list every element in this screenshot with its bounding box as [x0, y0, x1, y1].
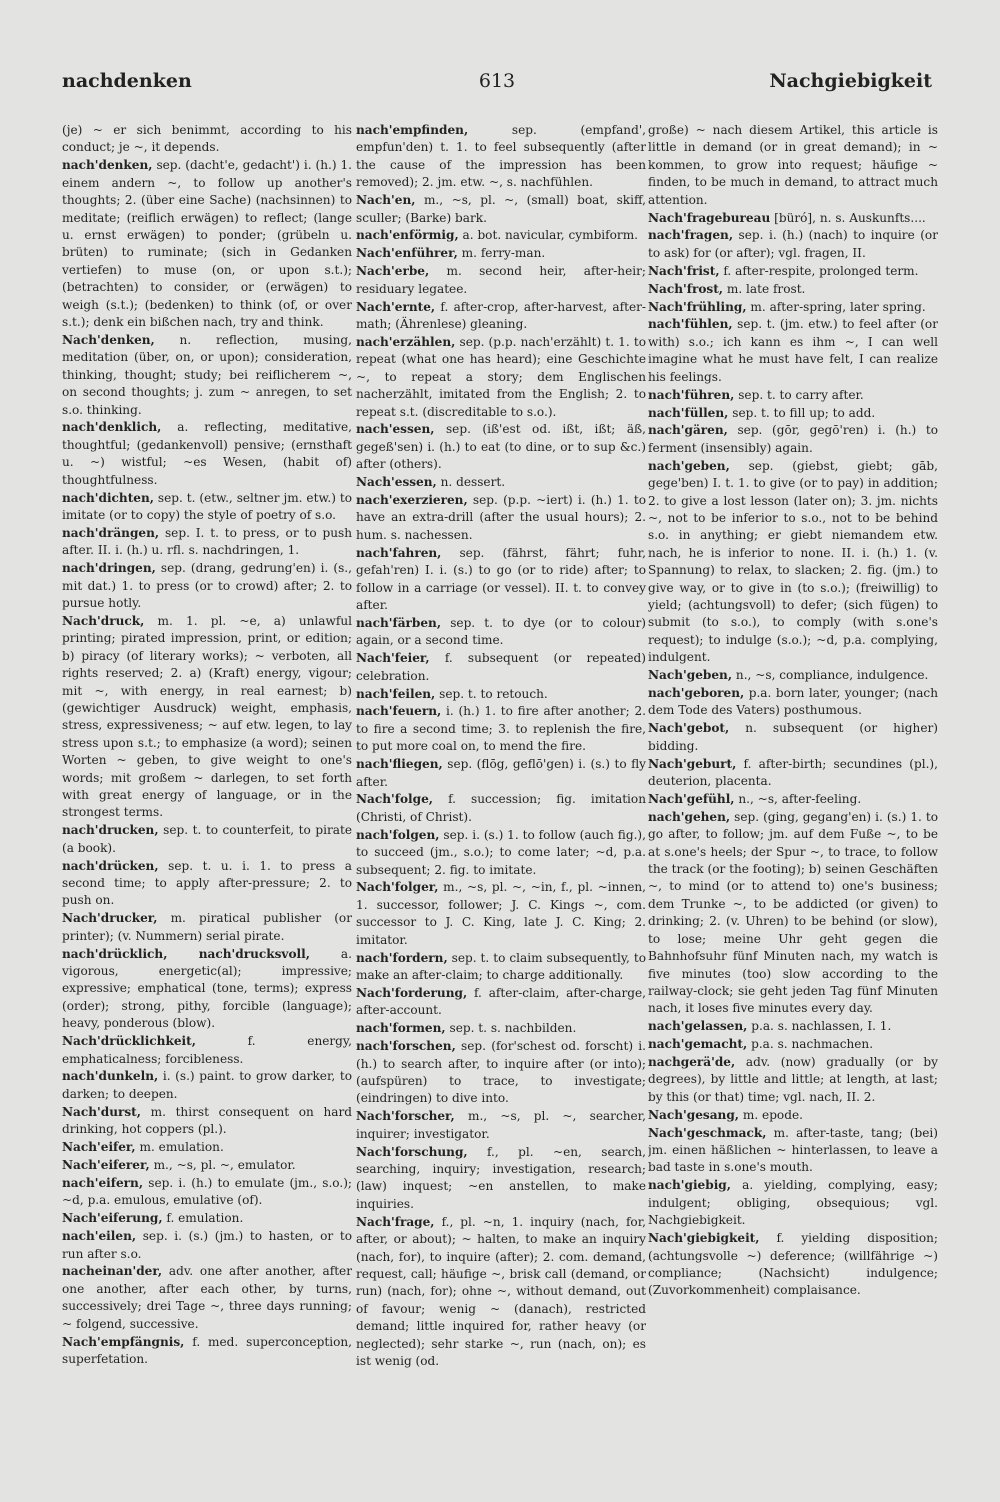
dictionary-entry: [356, 756, 646, 791]
entry-definition: sep. (giebst, giebt; gāb, gege'ben) I. t. 1. to give (or to pay) in addition; 2. to give a lost lesson (later on); 3. jm. nichts ~, not to be inferior to s.o., not to be behind s.o. in anything; er giebt niemandem etw. nach, he is inferior to none. II. i. (h.) 1. (v. Spannung) to relax, to slacken; 2. fig. (jm.) to give way, or to give in (to s.o.); (freiwillig) to yield; (achtungsvoll) to defer; (sich fügen) to submit (to s.o.), to comply (with s.one's request); to indulge (s.o.); ~d, p.a. complying, indulgent.: [648, 458, 938, 665]
dictionary-entry: [648, 1054, 938, 1106]
entry-definition: sep. (drang, gedrung'en) i. (s., mit dat.) 1. to press (or to crowd) after; 2. to pursue hotly.: [62, 561, 352, 610]
dictionary-entry: [62, 1104, 352, 1139]
entry-definition: f. energy, emphaticalness; forcibleness.: [62, 1034, 352, 1066]
dictionary-entry: [356, 545, 646, 615]
entry-definition: sep. (ging, gegang'en) i. (s.) 1. to go after, to follow; jm. auf dem Fuße ~, to be at s.one's heels; der Spur ~, to trace, to follow the track (or the footing); b) seinen Geschäften ~, to mind (or to attend to) one's business; dem Trunke ~, to be addicted (or given) to drinking; 2. (v. Uhren) to be behind (or slow), to lose; meine Uhr geht gegen die Bahnhofsuhr fünf Minuten nach, my watch is five minutes (too) slow according to the railway-clock; sie geht jeden Tag fünf Minuten nach, it loses five minutes every day.: [648, 809, 938, 1016]
entry-definition: f. after-crop, after-harvest, after-math; (Ährenlese) gleaning.: [356, 299, 646, 331]
entry-headword: Nach'feier,: [356, 651, 430, 666]
entry-definition: m., ~s, pl. ~, ~in, f., pl. ~innen, 1. successor, follower; J. C. Kings ~, com. successor to J. C. King, late J. C. King; 2. imitator.: [356, 880, 646, 947]
dictionary-entry: [62, 1228, 352, 1263]
dictionary-entry: [648, 210, 938, 227]
entry-definition: m., ~s, pl. ~, (small) boat, skiff, sculler; (Barke) bark.: [356, 193, 646, 225]
dictionary-entry: [356, 827, 646, 879]
dictionary-entry: [62, 1157, 352, 1174]
entry-definition: m., ~s, pl. ~, searcher, inquirer; investigator.: [356, 1109, 646, 1141]
dictionary-entry: [648, 791, 938, 808]
dictionary-entry: [62, 490, 352, 525]
entry-definition: n. dessert.: [440, 475, 506, 490]
entry-headword: nach'füllen,: [648, 405, 729, 420]
dictionary-entry: [356, 1020, 646, 1037]
entry-definition: m. 1. pl. ~e, a) unlawful printing; pirated impression, print, or edition; b) piracy (of literary works); ~ verboten, all rights reserved; 2. a) (Kraft) energy, vigour; mit ~, with energy, in real earnest; b) (gewichtiger Ausdruck) weight, emphasis, stress, expressiveness; ~ auf etw. legen, to lay stress upon s.t.; to emphasize (a word); seinen Worten ~ geben, to give weight to one's words; mit großem ~ darlegen, to set forth with great energy of language, or in the strongest terms.: [62, 613, 352, 820]
dictionary-entry: [356, 703, 646, 755]
entry-definition: p.a. born later, younger; (nach dem Tode des Vaters) posthumous.: [648, 686, 938, 718]
entry-headword: Nach'frühling,: [648, 299, 747, 314]
dictionary-entry: [62, 1175, 352, 1210]
entry-headword: nach'enförmig,: [356, 228, 459, 243]
column-left: [62, 122, 352, 1442]
column-right: [648, 122, 938, 1442]
entry-definition: m. after-spring, later spring.: [750, 299, 926, 314]
dictionary-entry: [356, 879, 646, 949]
entry-definition: sep. t. (jm. etw.) to feel after (or with) s.o.; ich kann es ihm ~, I can well imagine what he must have felt, I can realize his feelings.: [648, 317, 938, 384]
entry-definition: sep. i. (s.) 1. to follow (auch fig.), to succeed (jm., s.o.); to come later; ~d, p.a. subsequent; 2. fig. to imitate.: [356, 827, 646, 877]
entry-definition: a. bot. navicular, cymbiform.: [462, 228, 639, 243]
entry-definition: f., pl. ~en, search, searching, inquiry; investigation, research; (law) inquest; ~en anstellen, to make inquiries.: [356, 1144, 646, 1211]
entry-headword: nach'dringen,: [62, 561, 156, 576]
dictionary-entry: [62, 157, 352, 331]
entry-headword: Nach'drücklichkeit,: [62, 1034, 196, 1049]
entry-definition: sep. I. t. to press, or to push after. II. i. (h.) u. rfl. s. nachdringen, 1.: [62, 525, 352, 558]
entry-headword: nach'feilen,: [356, 686, 436, 701]
dictionary-entry: [62, 332, 352, 419]
entry-headword: nach'essen,: [356, 422, 435, 437]
dictionary-entry: [356, 1214, 646, 1371]
entry-definition: adv. (now) gradually (or by degrees), by little and little; at length, at last; by this (or that) time; vgl. nach, II. 2.: [648, 1055, 938, 1104]
entry-definition: a. vigorous, energetic(al); impressive; expressive; emphatical (tone, terms); express (order); strong, pithy, forcible (language); heavy, ponderous (blow).: [62, 946, 352, 1031]
entry-definition: m. thirst consequent on hard drinking, hot coppers (pl.).: [62, 1104, 352, 1137]
dictionary-entry: [356, 686, 646, 703]
entry-headword: Nach'forderung,: [356, 985, 468, 1000]
entry-definition: sep. (iß'est od. ißt, ißt; äß, gegeß'sen) i. (h.) to eat (to dine, or to sup &c.) after (others).: [356, 422, 646, 472]
dictionary-entry: [648, 1230, 938, 1300]
entry-headword: Nach'geben,: [648, 668, 733, 683]
entry-headword: nach'drängen,: [62, 525, 160, 540]
entry-headword: nach'drücken,: [62, 858, 159, 873]
entry-headword: nach'gehen,: [648, 809, 731, 824]
entry-definition: m. second heir, after-heir; residuary legatee.: [356, 264, 646, 296]
entry-definition: f. yielding disposition; (achtungsvolle ~) deference; (willfährige ~) compliance; (Nachsicht) indulgence; (Zuvorkommenheit) complaisance.: [648, 1231, 938, 1298]
entry-definition: n. reflection, musing, meditation (über, on, or upon); consideration, thinking, thought; study; bei reiflicherem ~, on second thoughts; j. zum ~ anregen, to set s.o. thinking.: [62, 332, 352, 417]
entry-headword: Nach'durst,: [62, 1104, 141, 1119]
entry-definition: m., ~s, pl. ~, emulator.: [153, 1157, 296, 1172]
entry-headword: Nach'frost,: [648, 281, 723, 296]
entry-definition: f. after-birth; secundines (pl.), deuterion, placenta.: [648, 756, 938, 789]
dictionary-entry: [648, 281, 938, 298]
dictionary-entry: [356, 950, 646, 985]
dictionary-entry: [648, 387, 938, 404]
entry-headword: Nach'denken,: [62, 332, 155, 347]
entry-headword: nach'gemacht,: [648, 1037, 748, 1052]
dictionary-entry: [356, 615, 646, 650]
dictionary-entry: [648, 227, 938, 262]
dictionary-entry: [62, 1334, 352, 1369]
entry-headword: Nach'geschmack,: [648, 1125, 767, 1140]
dictionary-entry: [62, 1263, 352, 1333]
entry-definition: a. yielding, complying, easy; indulgent; obliging, obsequious; vgl. Nachgiebigkeit.: [648, 1178, 938, 1228]
dictionary-entry: [356, 227, 646, 244]
dictionary-entry: [356, 421, 646, 473]
column-middle: [356, 122, 646, 1442]
entry-definition: sep. t. to claim subsequently, to make an after-claim; to charge additionally.: [356, 950, 646, 982]
dictionary-entry: [648, 316, 938, 386]
entry-headword: nach'exerzieren,: [356, 493, 468, 508]
entry-definition: f. emulation.: [166, 1211, 244, 1226]
page-header: [62, 70, 932, 100]
dictionary-entry: [648, 1107, 938, 1124]
dictionary-entry: [648, 263, 938, 280]
dictionary-entry: [356, 192, 646, 227]
dictionary-entry: [648, 685, 938, 720]
entry-definition: sep. (fährst, fährt; fuhr, gefah'ren) I. i. (s.) to go (or to ride) after; to follow in a carriage (or vessel). II. t. to convey after.: [356, 545, 646, 612]
entry-headword: Nach'folge,: [356, 792, 433, 807]
entry-headword: Nach'drucker,: [62, 911, 158, 926]
entry-definition: f. med. superconception, superfetation.: [62, 1334, 352, 1366]
dictionary-entry: [62, 822, 352, 857]
entry-definition: p.a. s. nachlassen, I. 1.: [751, 1019, 892, 1034]
entry-headword: nach'dichten,: [62, 490, 154, 505]
entry-headword: Nach'folger,: [356, 880, 439, 895]
running-head-left: nachdenken: [62, 70, 192, 92]
entry-headword: nach'eifern,: [62, 1175, 144, 1190]
dictionary-entry: [62, 419, 352, 489]
dictionary-entry: [356, 1144, 646, 1214]
entry-headword: Nach'frist,: [648, 263, 720, 278]
entry-headword: Nach'gebot,: [648, 721, 730, 736]
dictionary-entry: [62, 525, 352, 560]
entry-headword: Nach'empfängnis,: [62, 1334, 185, 1349]
entry-headword: nach'eilen,: [62, 1229, 137, 1244]
dictionary-entry: [648, 667, 938, 684]
page-number: 613: [478, 70, 516, 92]
entry-definition: a. reflecting, meditative, thoughtful; (gedankenvoll) pensive; (ernsthaft u. ~) wistful; ~es Wesen, (habit of) thoughtfulness.: [62, 420, 352, 487]
entry-headword: nach'gelassen,: [648, 1019, 748, 1034]
dictionary-entry: [356, 474, 646, 491]
dictionary-entry: [62, 613, 352, 822]
dictionary-entry: [648, 405, 938, 422]
entry-headword: Nach'enführer,: [356, 246, 458, 261]
dictionary-entry: [356, 492, 646, 544]
entry-definition: sep. t. to fill up; to add.: [732, 405, 876, 420]
entry-headword: Nach'fragebureau: [648, 210, 771, 225]
dictionary-entry: [356, 122, 646, 192]
entry-headword: nach'denklich,: [62, 420, 162, 435]
dictionary-entry: [648, 1036, 938, 1053]
entry-definition: n., ~s, compliance, indulgence.: [735, 668, 929, 683]
entry-headword: Nach'gesang,: [648, 1107, 740, 1122]
dictionary-entry: [62, 858, 352, 910]
entry-definition: sep. i. (s.) (jm.) to hasten, or to run after s.o.: [62, 1229, 352, 1261]
entry-headword: nach'geben,: [648, 458, 730, 473]
entry-headword: nachgerä'de,: [648, 1055, 736, 1070]
dictionary-entry: [62, 1139, 352, 1156]
entry-headword: Nach'forschung,: [356, 1144, 468, 1159]
dictionary-entry: [356, 650, 646, 685]
dictionary-entry: [356, 1108, 646, 1143]
dictionary-entry: [648, 756, 938, 791]
entry-definition: f. after-respite, prolonged term.: [723, 263, 919, 278]
entry-headword: nach'fahren,: [356, 545, 442, 560]
entry-headword: nach'fragen,: [648, 228, 734, 243]
entry-headword: Nach'frage,: [356, 1214, 435, 1229]
entry-headword: Nach'eiferer,: [62, 1157, 150, 1172]
entry-definition: adv. one after another, after one another, after each other, by turns, successively; drei Tage ~, three days running; ~ folgend, successive.: [62, 1264, 352, 1331]
running-head-right: Nachgiebigkeit: [769, 70, 932, 92]
entry-definition: sep. t. to counterfeit, to pirate (a book).: [62, 823, 352, 855]
dictionary-entry: [648, 809, 938, 1018]
entry-headword: nach'führen,: [648, 387, 735, 402]
entry-headword: Nach'ernte,: [356, 299, 436, 314]
entry-definition: sep. (flōg, geflō'gen) i. (s.) to fly after.: [356, 757, 646, 789]
entry-headword: nach'feuern,: [356, 704, 442, 719]
entry-headword: nach'denken,: [62, 158, 153, 173]
dictionary-entry: [62, 946, 352, 1033]
entry-definition: sep. (dacht'e, gedacht') i. (h.) 1. einem andern ~, to follow up another's thoughts; 2. (über eine Sache) (nachsinnen) to meditate; (reiflich erwägen) to reflect; (lange u. ernst erwägen) to ponder; (grübeln u. brüten) to ruminate; (sich in Gedanken vertiefen) to muse (on, or upon s.t.); (betrachten) to consider, or (erwägen) to weigh (s.t.); (bedenken) to think (of, or over s.t.); denk ein bißchen nach, try and think.: [62, 158, 352, 329]
entry-definition: m. ferry-man.: [461, 246, 546, 261]
dictionary-entry: [648, 1125, 938, 1177]
entry-definition: f., pl. ~n, 1. inquiry (nach, for, after, or about); ~ halten, to make an inquiry (nach, for), to inquire (after); 2. com. demand, request, call; häufige ~, brisk call (demand, or run) (nach, for); ohne ~, without demand, out of favour; wenig ~ (danach), restricted demand; little inquired for, rather heavy (or neglected); sehr starke ~, run (nach, on); es ist wenig (od.: [356, 1214, 646, 1368]
entry-headword: nach'fliegen,: [356, 757, 443, 772]
entry-headword: Nach'eifer,: [62, 1140, 136, 1155]
dictionary-entry: [62, 560, 352, 612]
entry-headword: nacheinan'der,: [62, 1264, 163, 1279]
dictionary-entry: [62, 1068, 352, 1103]
entry-definition: sep. t. to retouch.: [439, 686, 548, 701]
entry-headword: nach'fühlen,: [648, 317, 733, 332]
dictionary-entry: [62, 122, 352, 157]
dictionary-entry: [648, 458, 938, 667]
entry-definition: f. succession; fig. imitation (Christi, of Christ).: [356, 792, 646, 824]
dictionary-entry: [648, 720, 938, 755]
entry-definition: i. (h.) 1. to fire after another; 2. to fire a second time; 3. to replenish the fire, to put more coal on, to mend the fire.: [356, 704, 646, 754]
dictionary-entry: [62, 1210, 352, 1227]
entry-definition: n. subsequent (or higher) bidding.: [648, 721, 938, 753]
entry-headword: Nach'essen,: [356, 475, 437, 490]
entry-headword: Nach'forscher,: [356, 1109, 455, 1124]
entry-definition: sep. (empfand', empfun'den) t. 1. to feel subsequently (after the cause of the impression has been removed); 2. jm. etw. ~, s. nachfühlen.: [356, 123, 646, 190]
entry-headword: nach'gären,: [648, 423, 728, 438]
entry-headword: Nach'gefühl,: [648, 791, 735, 806]
dictionary-entry: [356, 334, 646, 421]
entry-definition: sep. i. (h.) (nach) to inquire (or to ask) for (or after); vgl. fragen, II.: [648, 228, 938, 260]
entry-definition: p.a. s. nachmachen.: [751, 1037, 874, 1052]
dictionary-entry: [62, 910, 352, 945]
entry-definition: sep. (p.p. ~iert) i. (h.) 1. to have an extra-drill (after the usual hours); 2. hum. s. nachessen.: [356, 493, 646, 542]
dictionary-entry: [356, 245, 646, 262]
entry-definition: m. piratical publisher (or printer); (v. Nummern) serial pirate.: [62, 911, 352, 943]
entry-definition: m. emulation.: [139, 1140, 224, 1155]
dictionary-entry: [648, 1177, 938, 1229]
entry-definition: f. after-claim, after-charge, after-account.: [356, 985, 646, 1018]
entry-headword: nach'empfinden,: [356, 123, 469, 137]
dictionary-entry: [356, 1038, 646, 1108]
entry-definition: sep. t. u. i. 1. to press a second time; to apply after-pressure; 2. to push on.: [62, 858, 352, 908]
dictionary-entry: [648, 1018, 938, 1035]
entry-definition: m. late frost.: [726, 281, 806, 296]
entry-headword: nach'forschen,: [356, 1039, 456, 1054]
entry-definition: f. subsequent (or repeated) celebration.: [356, 651, 646, 683]
dictionary-entry: [356, 791, 646, 826]
entry-definition: (je) ~ er sich benimmt, according to his conduct; je ~, it depends.: [62, 123, 352, 155]
entry-definition: sep. t. to carry after.: [738, 387, 864, 402]
entry-definition: sep. (gōr, gegō'ren) i. (h.) to ferment (insensibly) again.: [648, 423, 938, 455]
entry-definition: sep. t. to dye (or to colour) again, or a second time.: [356, 615, 646, 648]
entry-headword: Nach'erbe,: [356, 264, 430, 279]
entry-definition: m. epode.: [742, 1107, 803, 1122]
dictionary-entry: [356, 263, 646, 298]
entry-headword: nach'färben,: [356, 615, 442, 630]
entry-definition: i. (s.) paint. to grow darker, to darken; to deepen.: [62, 1069, 352, 1101]
entry-headword: nach'folgen,: [356, 827, 440, 842]
entry-headword: nach'erzählen,: [356, 334, 456, 349]
dictionary-entry: [648, 122, 938, 209]
entry-headword: Nach'giebigkeit,: [648, 1231, 760, 1246]
entry-definition: sep. (for'schest od. forscht) i. (h.) to search after, to inquire after (or into); (aufspüren) to trace, to investigate; (eindringen) to dive into.: [356, 1039, 646, 1106]
entry-headword: nach'giebig,: [648, 1178, 731, 1193]
entry-definition: [büró], n. s. Auskunfts....: [774, 210, 926, 225]
dictionary-entry: [356, 985, 646, 1020]
entry-headword: Nach'eiferung,: [62, 1211, 163, 1226]
dictionary-entry: [648, 422, 938, 457]
entry-headword: Nach'geburt,: [648, 756, 737, 771]
entry-headword: nach'formen,: [356, 1021, 446, 1036]
dictionary-entry: [62, 1033, 352, 1068]
entry-definition: große) ~ nach diesem Artikel, this article is little in demand (or in great demand); in ~ kommen, to grow into request; häufige ~ finden, to be much in demand, to attract much attention.: [648, 123, 938, 207]
dictionary-entry: [356, 299, 646, 334]
entry-headword: nach'drücklich, nach'drucksvoll,: [62, 946, 310, 961]
entry-definition: sep. t. (etw., seltner jm. etw.) to imitate (or to copy) the style of poetry of s.o.: [62, 490, 352, 522]
entry-headword: nach'fordern,: [356, 950, 448, 965]
entry-headword: nach'drucken,: [62, 823, 159, 838]
entry-definition: m. after-taste, tang; (bei) jm. einen häßlichen ~ hinterlassen, to leave a bad taste in s.one's mouth.: [648, 1125, 938, 1175]
dictionary-entry: [648, 299, 938, 316]
entry-headword: Nach'druck,: [62, 613, 145, 628]
entry-definition: sep. i. (h.) to emulate (jm., s.o.); ~d, p.a. emulous, emulative (of).: [62, 1175, 352, 1208]
entry-definition: sep. t. s. nachbilden.: [449, 1021, 577, 1036]
entry-definition: n., ~s, after-feeling.: [738, 791, 862, 806]
entry-headword: nach'dunkeln,: [62, 1069, 159, 1084]
entry-headword: nach'geboren,: [648, 686, 745, 700]
entry-definition: sep. (p.p. nach'erzählt) t. 1. to repeat (what one has heard); eine Geschichte ~, to repeat a story; dem Englischen nacherzählt, imitated from the English; 2. to repeat s.t. (discreditable to s.o.).: [356, 334, 646, 419]
entry-headword: Nach'en,: [356, 193, 416, 208]
